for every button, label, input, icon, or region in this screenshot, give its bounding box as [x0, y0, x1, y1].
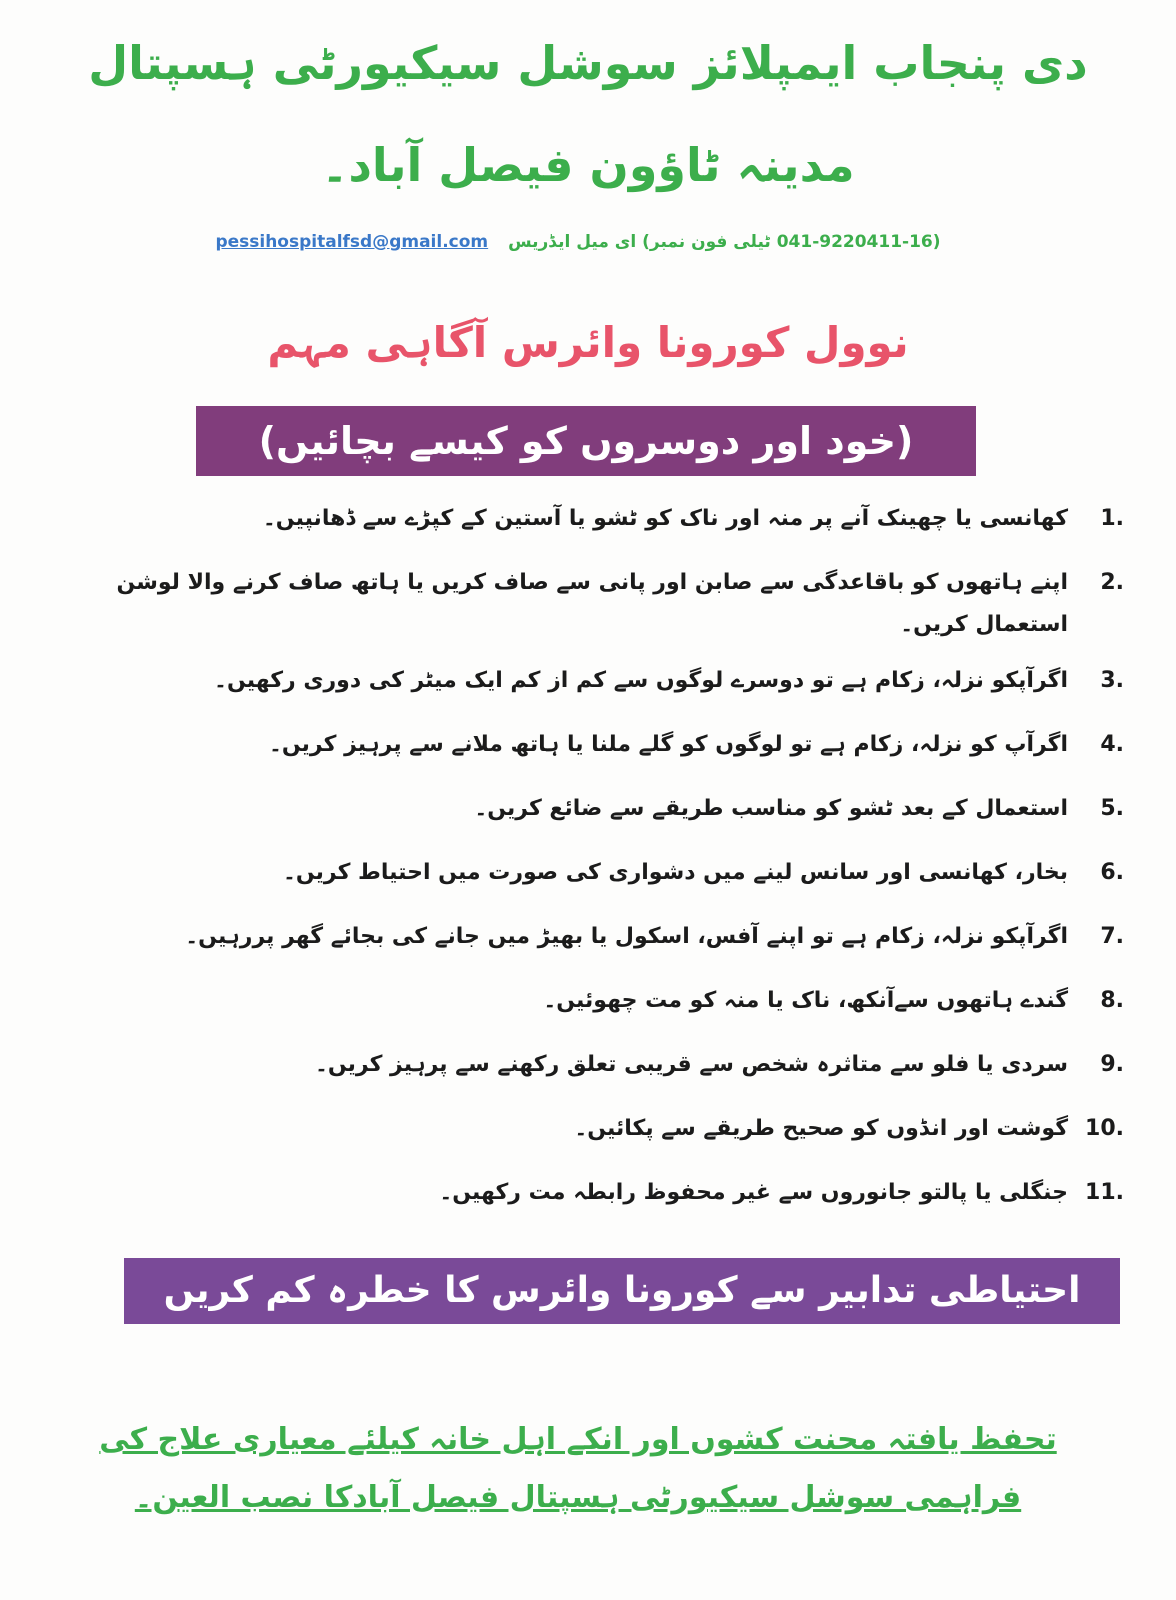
list-item — [34, 1172, 1124, 1236]
item-number: 2. — [1100, 570, 1124, 595]
item-text: استعمال کے بعد ٹشو کو مناسب طریقے سے ضائع کریں۔ — [474, 796, 1068, 821]
phone-text: (041-9220411-16 ٹیلی فون نمبر) ای میل ایڈریس — [508, 232, 941, 252]
item-number: 9. — [1100, 1052, 1124, 1077]
list-item — [34, 498, 1124, 562]
item-number: 3. — [1100, 668, 1124, 693]
item-number: 6. — [1100, 860, 1124, 885]
item-text: اگرآپ کو نزلہ، زکام ہے تو لوگوں کو گلے ملنا یا ہاتھ ملانے سے پرہیز کریں۔ — [268, 732, 1068, 757]
item-text: جنگلی یا پالتو جانوروں سے غیر محفوظ رابطہ مت رکھیں۔ — [439, 1180, 1068, 1205]
campaign-title: نوول کورونا وائرس آگاہی مہم — [267, 318, 909, 367]
item-text: کھانسی یا چھینک آنے پر منہ اور ناک کو ٹشو یا آستین کے کپڑے سے ڈھانپیں۔ — [262, 506, 1068, 531]
list-item — [34, 562, 1124, 660]
precaution-list — [34, 498, 1124, 1236]
hospital-title: دی پنجاب ایمپلائز سوشل سیکیورٹی ہسپتال — [88, 36, 1088, 90]
top-banner: (خود اور دوسروں کو کیسے بچائیں) — [196, 406, 976, 476]
item-number: 11. — [1085, 1180, 1124, 1205]
item-number: 1. — [1100, 506, 1124, 531]
email-link[interactable]: pessihospitalfsd@gmail.com — [215, 232, 489, 252]
list-item — [34, 916, 1124, 980]
item-text: اگرآپکو نزلہ، زکام ہے تو دوسرے لوگوں سے کم از کم ایک میٹر کی دوری رکھیں۔ — [214, 668, 1068, 693]
item-number: 4. — [1100, 732, 1124, 757]
item-text: اپنے ہاتھوں کو باقاعدگی سے صابن اور پانی سے صاف کریں یا ہاتھ صاف کرنے والا لوشن استعمال کریں۔ — [116, 570, 1068, 637]
item-text: گندے ہاتھوں سےآنکھ، ناک یا منہ کو مت چھوئیں۔ — [543, 988, 1068, 1013]
hospital-location: مدینہ ٹاؤون فیصل آباد۔ — [321, 138, 855, 192]
list-item — [34, 724, 1124, 788]
item-number: 8. — [1100, 988, 1124, 1013]
list-item — [34, 980, 1124, 1044]
list-item — [34, 660, 1124, 724]
mission-line-1: تحفظ یافتہ محنت کشوں اور انکے اہل خانہ کیلئے معیاری علاج کی — [99, 1422, 1057, 1457]
item-text: سردی یا فلو سے متاثرہ شخص سے قریبی تعلق رکھنے سے پرہیز کریں۔ — [314, 1052, 1068, 1077]
item-number: 10. — [1085, 1116, 1124, 1141]
list-item — [34, 1044, 1124, 1108]
item-text: اگرآپکو نزلہ، زکام ہے تو اپنے آفس، اسکول یا بھیڑ میں جانے کی بجائے گھر پررہیں۔ — [185, 924, 1068, 949]
mission-line-2: فراہمی سوشل سیکیورٹی ہسپتال فیصل آبادکا نصب العین۔ — [134, 1480, 1022, 1515]
item-number: 5. — [1100, 796, 1124, 821]
item-text: گوشت اور انڈوں کو صحیح طریقے سے پکائیں۔ — [574, 1116, 1068, 1141]
bottom-banner: احتیاطی تدابیر سے کورونا وائرس کا خطرہ کم کریں — [124, 1258, 1120, 1324]
list-item — [34, 852, 1124, 916]
item-text: بخار، کھانسی اور سانس لینے میں دشواری کی صورت میں احتیاط کریں۔ — [282, 860, 1068, 885]
contact-line — [120, 232, 1036, 252]
list-item — [34, 788, 1124, 852]
item-number: 7. — [1100, 924, 1124, 949]
list-item — [34, 1108, 1124, 1172]
